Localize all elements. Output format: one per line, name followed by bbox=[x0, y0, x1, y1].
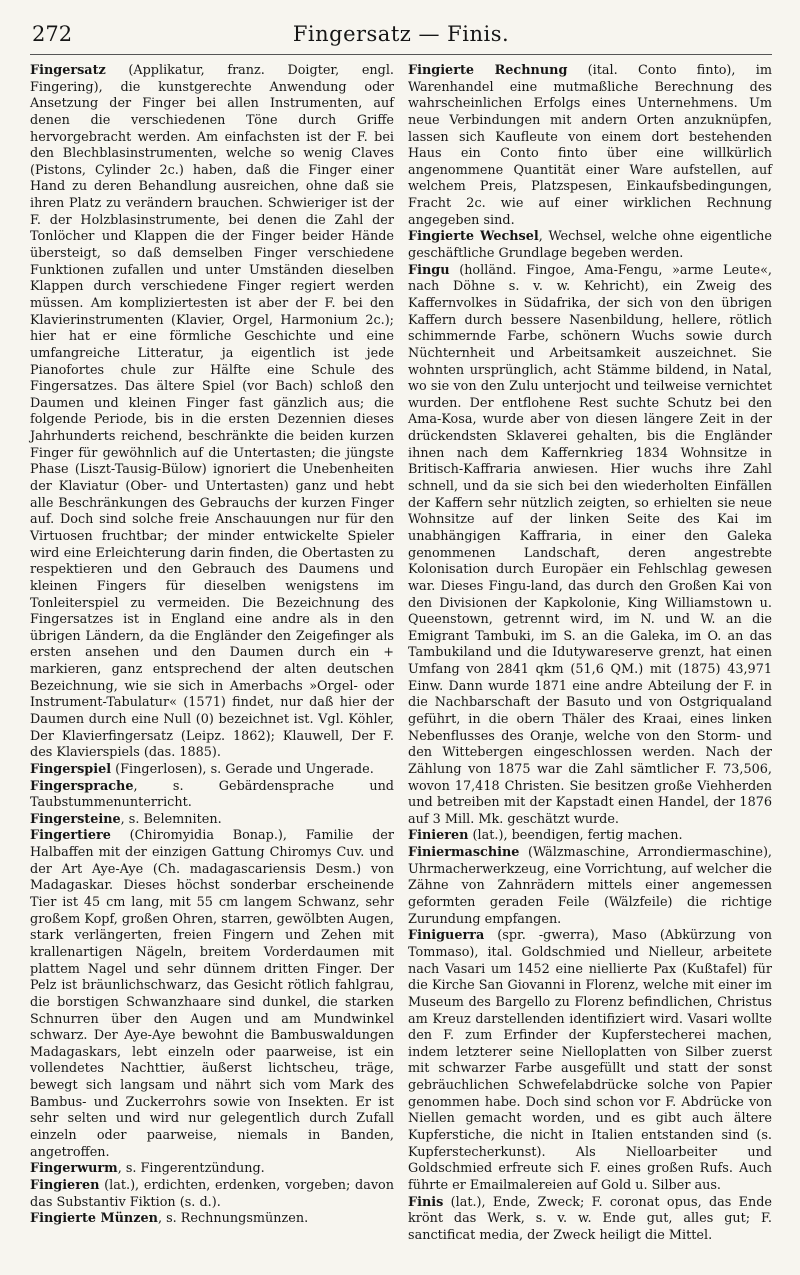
entry-text: , s. Rechnungsmünzen. bbox=[157, 1211, 309, 1227]
page-header bbox=[30, 14, 772, 55]
entry-headword: Fingerspiel bbox=[30, 761, 112, 777]
entry-text: , s. Fingerentzündung. bbox=[117, 1161, 265, 1177]
entry-headword: Fingerwurm bbox=[30, 1161, 118, 1177]
entry-text: (lat.), erdichten, erdenken, vorgeben; davon das Substantiv Fiktion (s. d.). bbox=[30, 1177, 394, 1210]
dictionary-entry bbox=[30, 1211, 394, 1228]
running-head: Fingersatz — Finis. bbox=[292, 22, 510, 46]
entry-text: , s. Belemniten. bbox=[120, 811, 222, 827]
right-column bbox=[408, 63, 772, 1244]
entry-text: , Wechsel, welche ohne eigentliche geschäftliche Grundlage begeben werden. bbox=[408, 229, 772, 262]
text-columns bbox=[30, 63, 772, 1244]
page-number: 272 bbox=[32, 22, 73, 46]
dictionary-entry bbox=[408, 263, 772, 829]
left-column bbox=[30, 63, 394, 1244]
entry-text: (lat.), beendigen, fertig machen. bbox=[468, 828, 683, 844]
entry-headword: Fingu bbox=[408, 262, 450, 278]
dictionary-entry bbox=[30, 762, 394, 779]
entry-text: (Fingerlosen), s. Gerade und Ungerade. bbox=[111, 761, 374, 777]
dictionary-entry bbox=[30, 828, 394, 1161]
entry-headword: Fingierte Rechnung bbox=[408, 63, 568, 78]
dictionary-entry bbox=[408, 1195, 772, 1245]
entry-headword: Finieren bbox=[408, 828, 469, 844]
entry-headword: Finiguerra bbox=[408, 928, 485, 944]
dictionary-entry bbox=[408, 229, 772, 262]
entry-text: (Chiromyidia Bonap.), Familie der Halbaffen mit der einzigen Gattung Chiromys Cuv. und der Art Aye-Aye (Ch. madagascariensis Desm.) von Madagaskar. Dieses höchst sonderbar erscheinende Tier ist 45 cm lang, mit 55 cm langem Schwanz, sehr großem Kopf, großen Ohren, starren, gewölbten Augen, stark verlängerten, freien Fingern und Zehen mit krallenartigen Nägeln, breitem Vorderdaumen mit plattem Nagel und sehr dünnem dritten Finger. Der Pelz ist bräunlichschwarz, das Gesicht rötlich fahlgrau, die borstigen Schwanzhaare sind dunkel, die starken Schnurren über den Augen und am Mundwinkel schwarz. Der Aye-Aye bewohnt die Bambuswaldungen Madagaskars, lebt einzeln oder paarweise, ist ein vollendetes Nachttier, äußerst lichtscheu, träge, bewegt sich langsam und nährt sich vom Mark des Bambus- und Zuckerrohrs sowie von Insekten. Er ist sehr selten und wird nur gelegentlich durch Zufall einzeln oder paarweise, niemals in Banden, angetroffen. bbox=[30, 828, 394, 1160]
entry-headword: Fingieren bbox=[30, 1177, 100, 1193]
dictionary-entry bbox=[30, 63, 394, 762]
entry-headword: Fingierte Wechsel bbox=[408, 229, 539, 245]
entry-headword: Finis bbox=[408, 1194, 444, 1210]
dictionary-entry bbox=[30, 1161, 394, 1178]
entry-headword: Fingersprache bbox=[30, 778, 134, 794]
dictionary-entry bbox=[408, 828, 772, 845]
entry-headword: Fingertiere bbox=[30, 828, 111, 844]
entry-text: (lat.), Ende, Zweck; F. coronat opus, das Ende krönt das Werk, s. v. w. Ende gut, alles gut; F. sanctificat media, der Zweck heiligt die Mittel. bbox=[408, 1194, 772, 1243]
entry-text: (holländ. Fingoe, Ama-Fengu, »arme Leute«, nach Döhne s. v. w. Kehricht), ein Zweig des Kaffernvolkes in Südafrika, der sich von den übrigen Kaffern durch bessere Nasenbildung, hellere, rötlich schimmernde Farbe, schönern Wuchs sowie durch Nüchternheit und Arbeitsamkeit auszeichnet. Sie wohnten ursprünglich, acht Stämme bildend, in Natal, wo sie von den Zulu unterjocht und teilweise vernichtet wurden. Der entflohene Rest suchte Schutz bei den Ama-Kosa, wurde aber von diesen längere Zeit in der drückendsten Sklaverei gehalten, bis die Engländer ihnen nach dem Kaffernkrieg 1834 Wohnsitze in Britisch-Kaffraria anwiesen. Hier wuchs ihre Zahl schnell, und da sie sich bei den wiederholten Einfällen der Kaffern sehr nützlich zeigten, so erhielten sie neue Wohnsitze auf der linken Seite des Kai im unabhängigen Kaffraria, in einer den Galeka genommenen Landschaft, deren angestrebte Kolonisation durch Europäer ein Fehlschlag gewesen war. Dieses Fingu-land, das durch den Großen Kai von den Divisionen der Kapkolonie, King Williamstown u. Queenstown, getrennt wird, im N. und W. an die Emigrant Tambuki, im S. an die Galeka, im O. an das Tambukiland und die Idutywareserve grenzt, hat einen Umfang von 2841 qkm (51,6 QM.) mit (1875) 43,971 Einw. Dann wurde 1871 eine andre Abteilung der F. in die Nachbarschaft der Basuto und von Ostgriqualand geführt, in die obern Thäler des Kraai, eines linken Nebenflusses des Oranje, welche von den Storm- und den Wittebergen eingeschlossen werden. Nach der Zählung von 1875 war die Zahl sämtlicher F. 73,506, wovon 17,418 Christen. Sie besitzen große Viehherden und betreiben mit der Kapstadt einen Handel, der 1876 auf 3 Mill. Mk. geschätzt wurde. bbox=[408, 262, 772, 827]
dictionary-entry bbox=[30, 779, 394, 812]
entry-text: (Applikatur, franz. Doigter, engl. Fingering), die kunstgerechte Anwendung oder Ansetzung der Finger bei allen Instrumenten, auf denen die verschiedenen Töne durch Griffe hervorgebracht werden. Am einfachsten ist der F. bei den Blechblasinstrumenten, welche so wenig Claves (Pistons, Cylinder 2c.) haben, daß die Finger einer Hand zu deren Behandlung ausreichen, ohne daß sie ihren Platz zu verändern brauchen. Schwieriger ist der F. der Holzblasinstrumente, bei denen die Zahl der Tonlöcher und Klappen die der Finger beider Hände übersteigt, so daß demselben Finger verschiedene Funktionen zufallen und unter Umständen dieselben Klappen durch verschiedene Finger regiert werden müssen. Am kompliziertesten ist aber der F. bei den Klavierinstrumenten (Klavier, Orgel, Harmonium 2c.); hier hat er eine förmliche Geschichte und eine umfangreiche Litteratur, ja eigentlich ist jede Pianofortes chule zur Hälfte eine Schule des Fingersatzes. Das ältere Spiel (vor Bach) schloß den Daumen und kleinen Finger fast gänzlich aus; die folgende Periode, bis in die ersten Dezennien dieses Jahrhunderts reichend, beschränkte die beiden kurzen Finger für gewöhnlich auf die Untertasten; die jüngste Phase (Liszt-Tausig-Bülow) ignoriert die Unebenheiten der Klaviatur (Ober- und Untertasten) ganz und hebt alle Beschränkungen des Gebrauchs der kurzen Finger auf. Doch sind solche freie Anschauungen nur für den Virtuosen fruchtbar; der minder entwickelte Spieler wird eine Erleichterung darin finden, die Obertasten zu respektieren und den Gebrauch des Daumens und kleinen Fingers für dieselben wenigstens im Tonleiterspiel zu vermeiden. Die Bezeichnung des Fingersatzes ist in England eine andre als in den übrigen Ländern, da die Engländer den Zeigefinger als ersten ansehen und den Daumen durch ein + markieren, ganz entsprechend der alten deutschen Bezeichnung, wie sie sich in Amerbachs »Orgel- oder Instrument-Tabulatur« (1571) findet, nur daß hier der Daumen durch eine Null (0) bezeichnet ist. Vgl. Köhler, Der Klavierfingersatz (Leipz. 1862); Klauwell, Der F. des Klavierspiels (das. 1885). bbox=[30, 63, 394, 761]
dictionary-entry bbox=[408, 845, 772, 928]
entry-headword: Fingersteine bbox=[30, 811, 121, 827]
entry-headword: Fingersatz bbox=[30, 63, 106, 78]
dictionary-entry bbox=[30, 1178, 394, 1211]
entry-headword: Finiermaschine bbox=[408, 845, 520, 861]
dictionary-entry bbox=[30, 812, 394, 829]
entry-text: (Wälzmaschine, Arrondiermaschine), Uhrmacherwerkzeug, eine Vorrichtung, auf welcher die Zähne von Zahnrädern mittels einer angemessen geformten geraden Feile (Wälzfeile) die richtige Zurundung empfangen. bbox=[408, 845, 772, 927]
entry-text: , s. Gebärdensprache und Taubstummenunterricht. bbox=[30, 778, 394, 811]
dictionary-entry bbox=[408, 928, 772, 1194]
entry-text: (spr. -gwerra), Maso (Abkürzung von Tommaso), ital. Goldschmied und Nielleur, arbeitete nach Vasari um 1452 eine niellierte Pax (Kußtafel) für die Kirche San Giovanni in Florenz, welche mit einer im Museum des Bargello zu Florenz befindlichen, Christus am Kreuz darstellenden identifiziert wird. Vasari wollte den F. zum Erfinder der Kupferstecherei machen, indem letzterer seine Nielloplatten von Silber zuerst mit schwarzer Farbe ausgefüllt und statt der sonst gebräuchlichen Schwefelabdrücke solche von Papier genommen habe. Doch sind schon vor F. Abdrücke von Niellen gemacht worden, und es gibt auch ältere Kupferstiche, die nicht in Italien entstanden sind (s. Kupferstecherkunst). Als Nielloarbeiter und Goldschmied erfreute sich F. eines großen Rufs. Auch führte er Emailmalereien auf Gold u. Silber aus. bbox=[408, 928, 772, 1193]
entry-headword: Fingierte Münzen bbox=[30, 1211, 158, 1227]
dictionary-entry bbox=[408, 63, 772, 229]
entry-text: (ital. Conto finto), im Warenhandel eine mutmaßliche Berechnung des wahrscheinlichen Erfolgs eines Unternehmens. Um neue Verbindungen mit andern Orten anzuknüpfen, lassen sich Kaufleute von einem dort bestehenden Haus ein Conto finto über eine willkürlich angenommene Quantität einer Ware aufstellen, auf welchem Preis, Platzspesen, Einkaufsbedingungen, Fracht 2c. wie auf einer wirklichen Rechnung angegeben sind. bbox=[408, 63, 772, 228]
